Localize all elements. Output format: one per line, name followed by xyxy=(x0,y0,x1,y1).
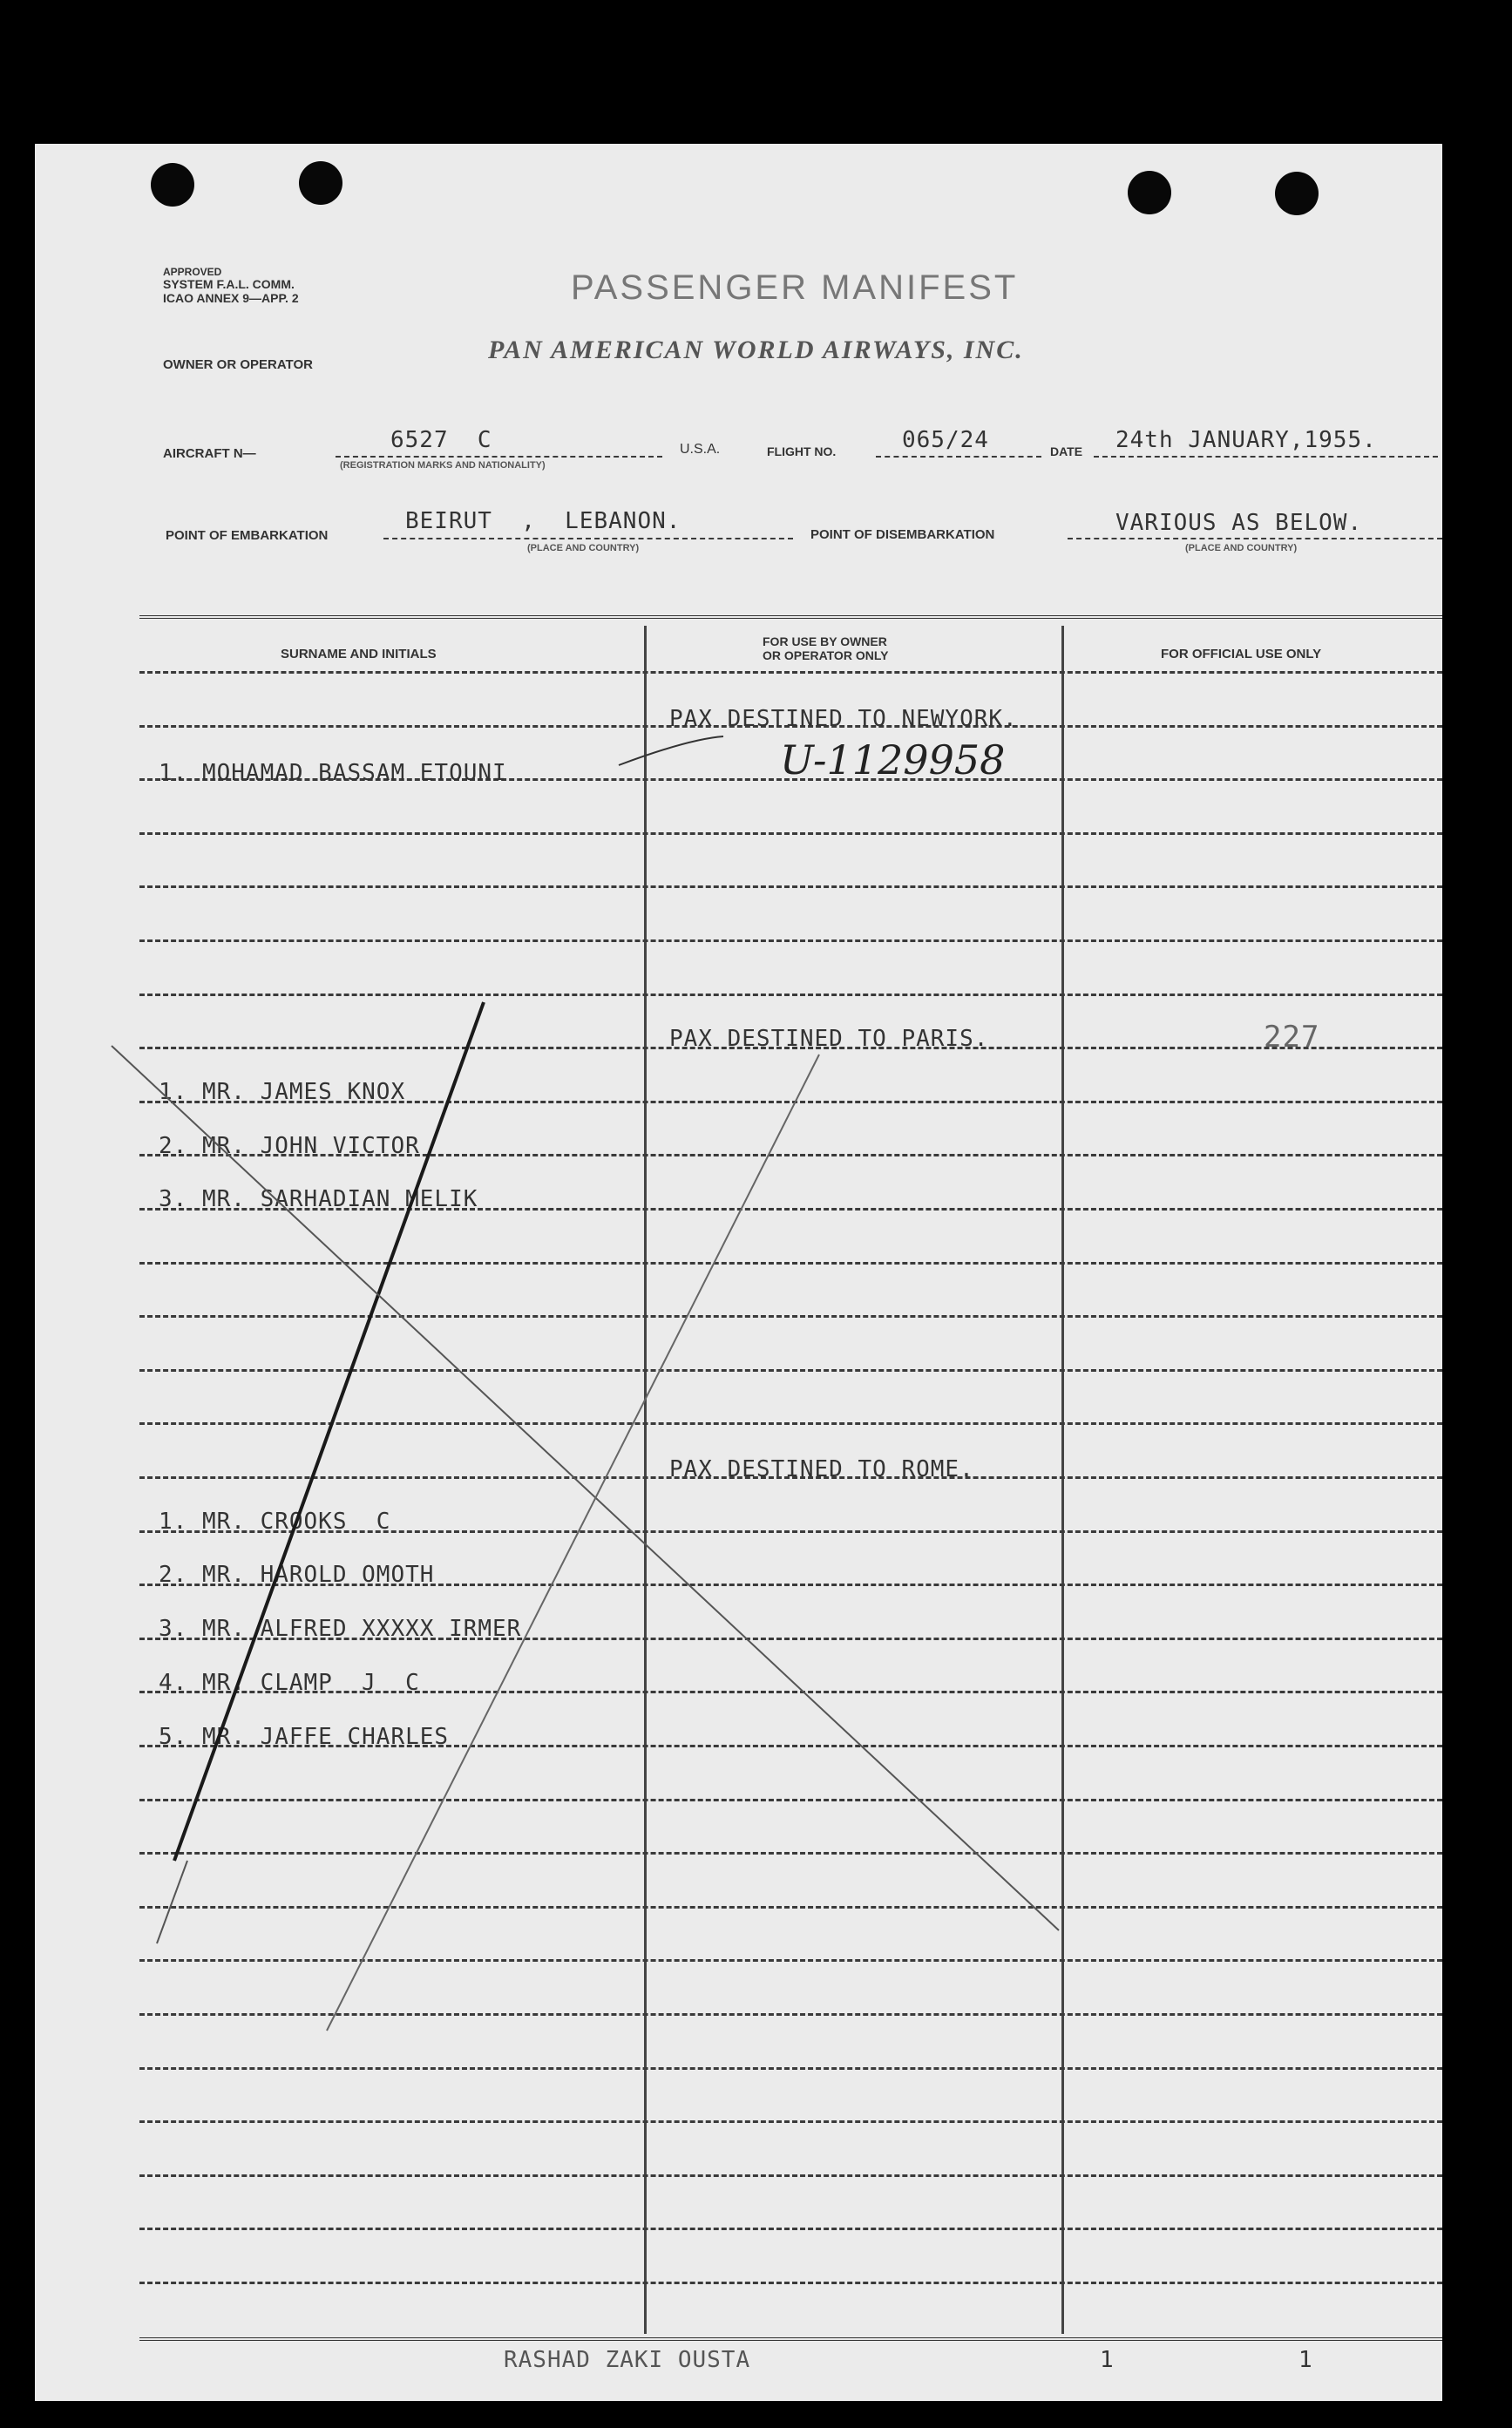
date-value: 24th JANUARY,1955. xyxy=(1115,427,1377,453)
passenger-entry: 2. MR. JOHN VICTOR xyxy=(159,1133,420,1159)
embark-caption: (PLACE AND COUNTRY) xyxy=(527,543,640,553)
passenger-entry: 1. MR. JAMES KNOX xyxy=(159,1079,406,1105)
embark-value: BEIRUT , LEBANON. xyxy=(405,508,681,534)
aircraft-label: AIRCRAFT N— xyxy=(163,446,256,461)
passenger-entry: 2. MR. HAROLD OMOTH xyxy=(159,1562,435,1588)
flight-value: 065/24 xyxy=(902,427,989,453)
strike-line xyxy=(327,1055,819,2031)
column-surname: SURNAME AND INITIALS xyxy=(281,647,437,661)
page-number-left: 1 xyxy=(1100,2347,1115,2373)
passenger-entry: 3. MR. ALFRED XXXXX IRMER xyxy=(159,1616,522,1642)
passenger-entry: 1. MR. CROOKS C xyxy=(159,1509,391,1535)
group-heading-rome: PAX DESTINED TO ROME. xyxy=(669,1456,974,1482)
group-heading-newyork: PAX DESTINED TO NEWYORK. xyxy=(669,706,1018,732)
strike-line xyxy=(619,736,723,765)
passenger-entry: 1. MOHAMAD BASSAM ETOUNI xyxy=(159,760,507,786)
strike-line xyxy=(174,1002,484,1861)
date-label: DATE xyxy=(1050,444,1083,458)
country: U.S.A. xyxy=(680,442,721,457)
signature: RASHAD ZAKI OUSTA xyxy=(504,2347,751,2373)
disembark-label: POINT OF DISEMBARKATION xyxy=(810,527,995,542)
column-official: FOR OFFICIAL USE ONLY xyxy=(1161,647,1322,661)
strike-line xyxy=(112,1046,1059,1930)
disembark-caption: (PLACE AND COUNTRY) xyxy=(1185,543,1298,553)
passenger-entry: 4. MR. CLAMP J C xyxy=(159,1670,420,1696)
official-number: 227 xyxy=(1264,1020,1320,1055)
page-number-right: 1 xyxy=(1298,2347,1313,2373)
column-owner-use-1: FOR USE BY OWNER xyxy=(763,634,887,648)
aircraft-value: 6527 C xyxy=(390,427,492,453)
owner-name: PAN AMERICAN WORLD AIRWAYS, INC. xyxy=(488,336,1024,364)
embark-label: POINT OF EMBARKATION xyxy=(166,528,329,543)
strike-line xyxy=(157,1861,187,1943)
handwritten-ref: U-1129958 xyxy=(780,736,1006,783)
passenger-entry: 5. MR. JAFFE CHARLES xyxy=(159,1724,450,1750)
form-title: PASSENGER MANIFEST xyxy=(571,268,1019,307)
approval-line: SYSTEM F.A.L. COMM. xyxy=(163,277,295,291)
passenger-entry: 3. MR. SARHADIAN MELIK xyxy=(159,1186,478,1212)
column-owner-use-2: OR OPERATOR ONLY xyxy=(763,648,889,662)
approval-line: ICAO ANNEX 9—APP. 2 xyxy=(163,291,299,305)
flight-label: FLIGHT NO. xyxy=(767,444,837,458)
approval-line: APPROVED xyxy=(163,266,222,278)
group-heading-paris: PAX DESTINED TO PARIS. xyxy=(669,1026,989,1052)
aircraft-caption: (REGISTRATION MARKS AND NATIONALITY) xyxy=(340,460,546,471)
owner-label: OWNER OR OPERATOR xyxy=(163,357,313,372)
disembark-value: VARIOUS AS BELOW. xyxy=(1115,510,1363,536)
